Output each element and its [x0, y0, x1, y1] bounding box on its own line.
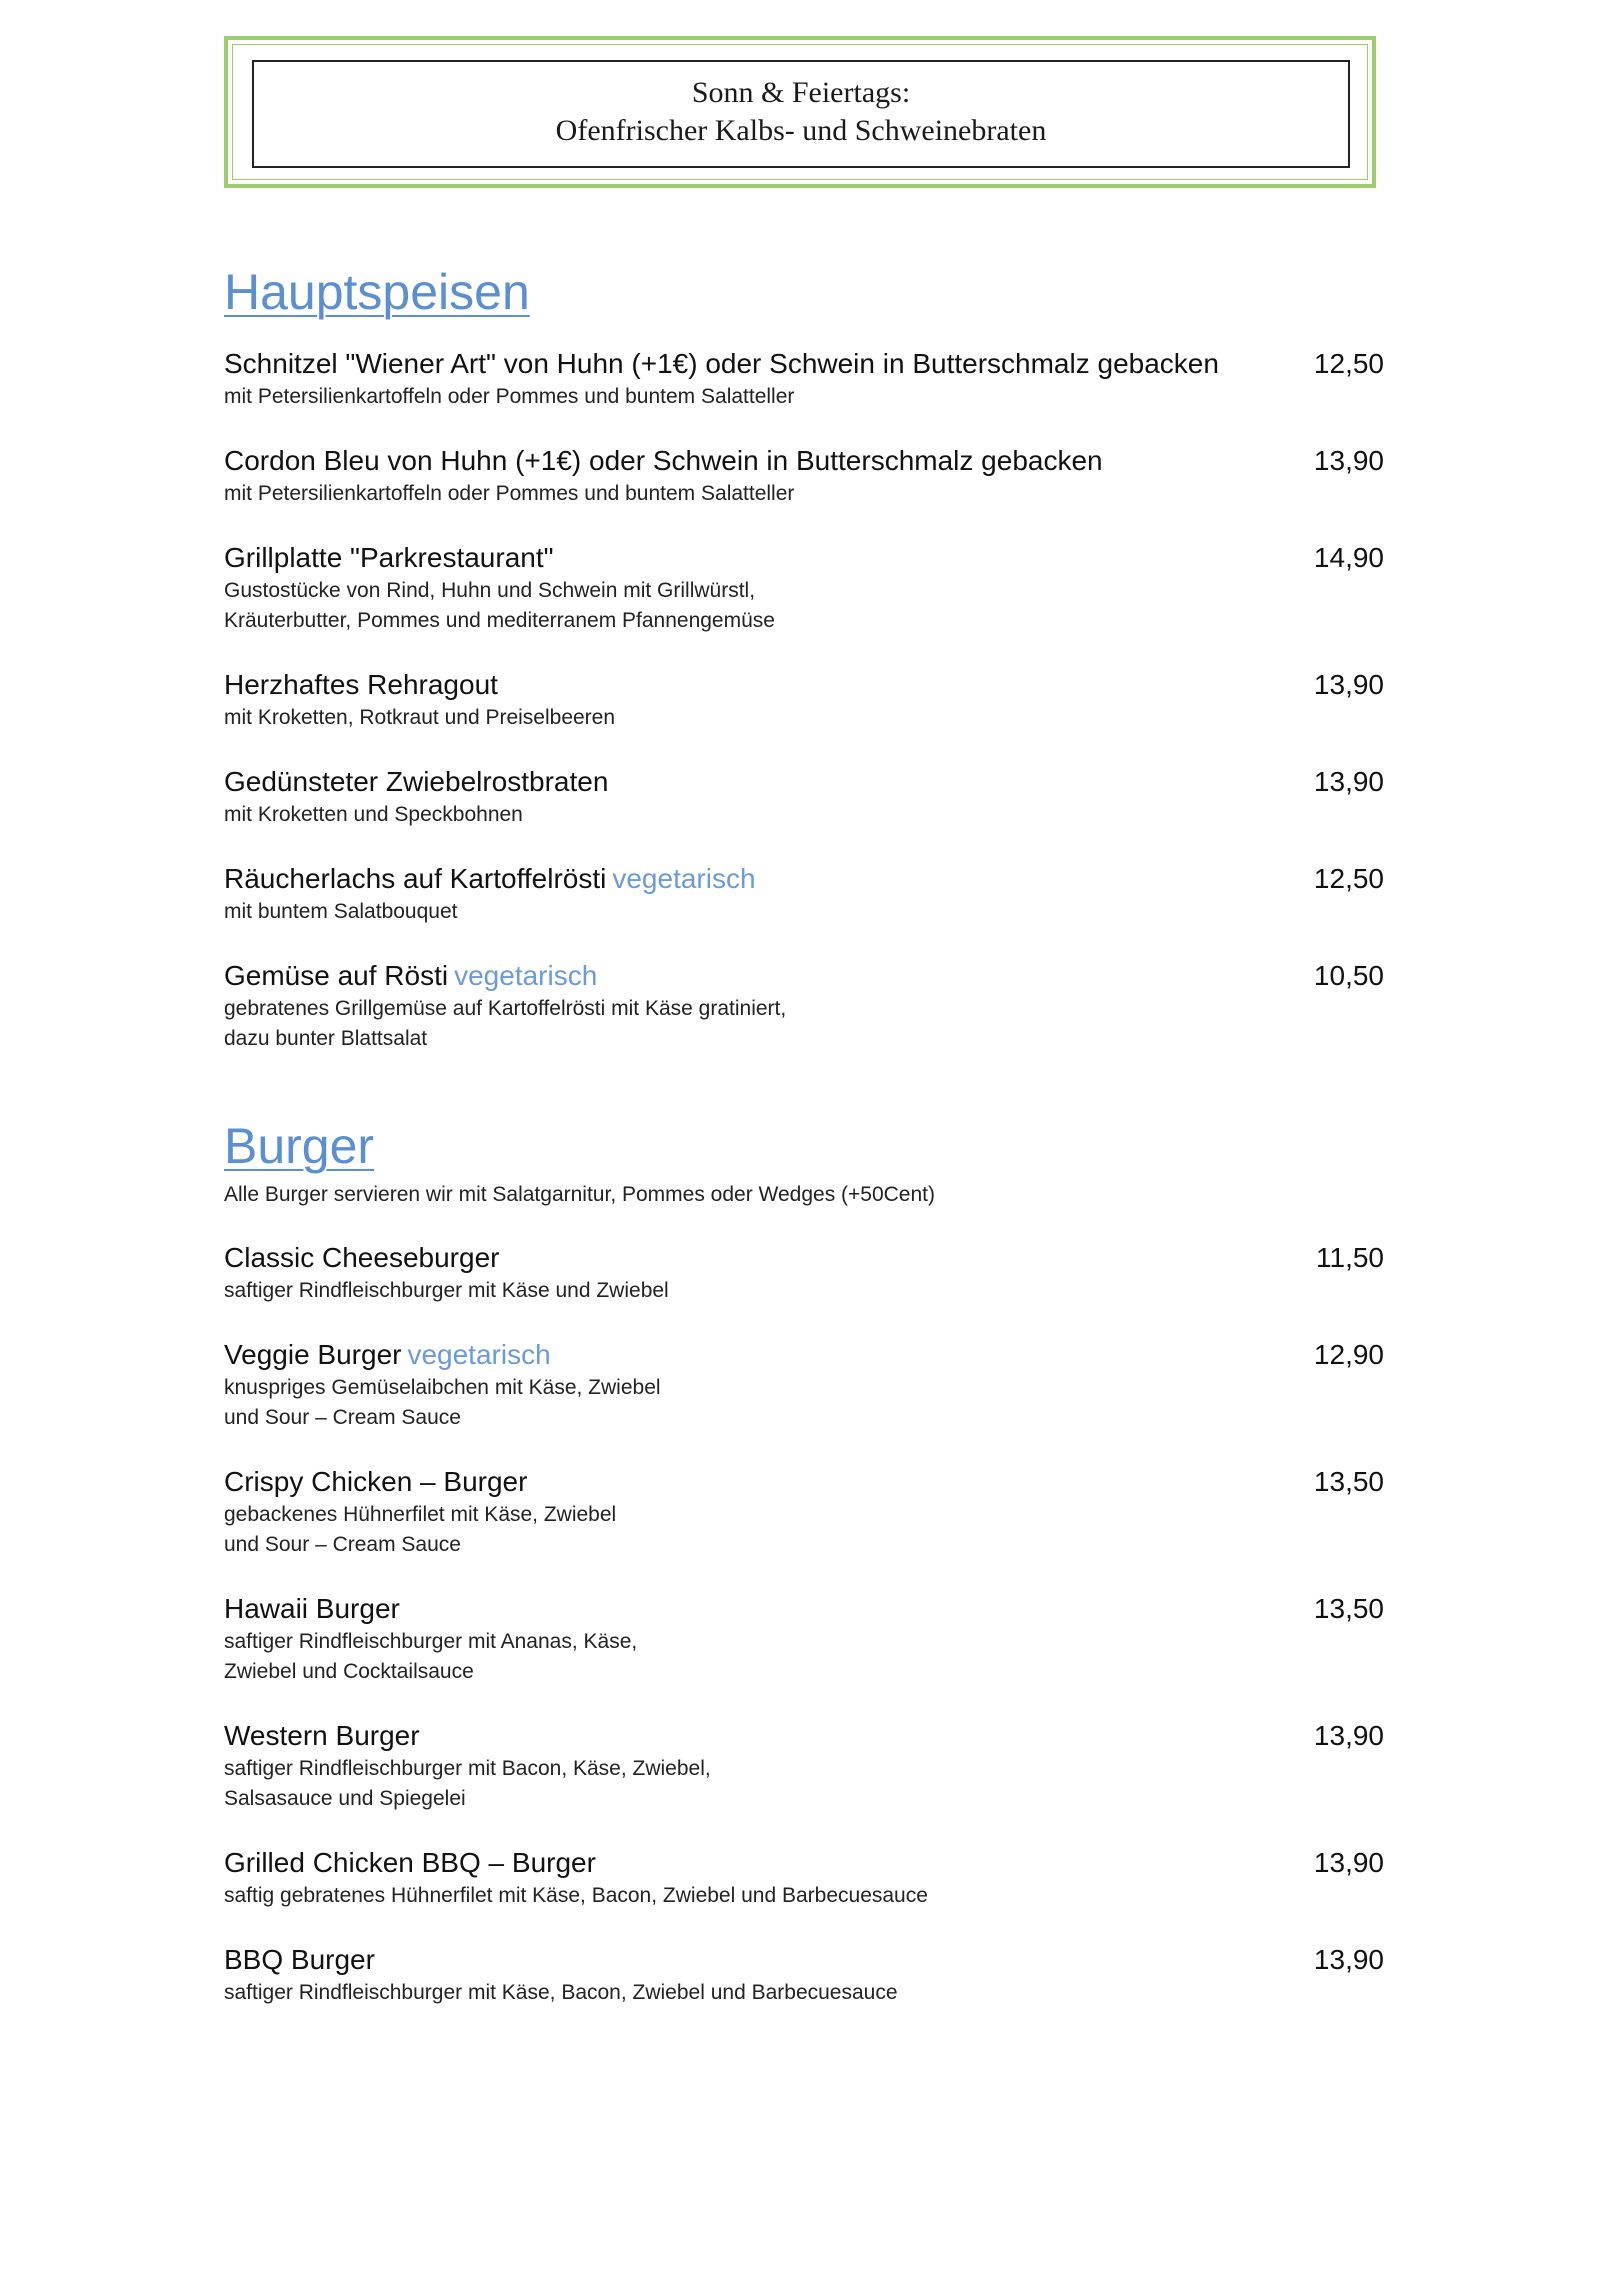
menu-item-name — [224, 861, 1384, 897]
menu-item-description: saftiger Rindfleischburger mit Käse, Bacon, Zwiebel und Barbecuesauce — [224, 1981, 898, 2004]
menu-item-description: Salsasauce und Spiegelei — [224, 1787, 466, 1810]
menu-item — [224, 1464, 1384, 1560]
menu-item — [224, 1591, 1384, 1687]
banner-line-1: Sonn & Feiertags: — [691, 76, 911, 109]
menu-item-title: Gemüse auf Rösti — [224, 960, 449, 991]
menu-item-name — [224, 1240, 1384, 1276]
menu-item-description: mit Kroketten, Rotkraut und Preiselbeeren — [224, 706, 616, 729]
menu-item-title: Schnitzel "Wiener Art" von Huhn (+1€) oder Schwein in Butterschmalz gebacken — [224, 348, 1219, 379]
menu-item-price: 13,90 — [1313, 1720, 1384, 1751]
menu-item — [224, 1942, 1384, 2008]
menu-item-name — [224, 1464, 1384, 1500]
menu-item-description: und Sour – Cream Sauce — [224, 1533, 461, 1556]
menu-item-description: saftiger Rindfleischburger mit Ananas, Käse, — [224, 1630, 638, 1653]
menu-item-price: 14,90 — [1313, 542, 1384, 573]
section-hauptspeisen — [224, 264, 1384, 1054]
section-title-hauptspeisen: Hauptspeisen — [224, 264, 530, 320]
menu-item-description: mit Petersilienkartoffeln oder Pommes und buntem Salatteller — [224, 385, 795, 408]
menu-item-name — [224, 1591, 1384, 1627]
banner-line-2: Ofenfrischer Kalbs- und Schweinebraten — [555, 114, 1047, 147]
burger-intro: Alle Burger servieren wir mit Salatgarnitur, Pommes oder Wedges (+50Cent) — [224, 1183, 935, 1206]
section-burger — [224, 1118, 1384, 2008]
menu-item-title: Western Burger — [224, 1720, 420, 1751]
menu-item-title: Grilled Chicken BBQ – Burger — [224, 1847, 596, 1878]
menu-item-title: Gedünsteter Zwiebelrostbraten — [224, 766, 609, 797]
menu-item-price: 12,50 — [1313, 348, 1384, 379]
menu-item-description: gebratenes Grillgemüse auf Kartoffelrösti mit Käse gratiniert, — [224, 997, 787, 1020]
menu-item-name — [224, 1942, 1384, 1978]
menu-item-description: knuspriges Gemüselaibchen mit Käse, Zwiebel — [224, 1376, 661, 1399]
menu-item-price: 13,50 — [1313, 1593, 1384, 1624]
menu-item-description: Kräuterbutter, Pommes und mediterranem Pfannengemüse — [224, 609, 775, 632]
menu-item-description: Zwiebel und Cocktailsauce — [224, 1660, 474, 1683]
menu-item-name — [224, 667, 1384, 703]
menu-item-price: 13,50 — [1313, 1466, 1384, 1497]
menu-item — [224, 667, 1384, 733]
menu-item-price: 13,90 — [1313, 445, 1384, 476]
menu-item-price: 12,50 — [1313, 863, 1384, 894]
menu-item-description: gebackenes Hühnerfilet mit Käse, Zwiebel — [224, 1503, 617, 1526]
menu-item — [224, 764, 1384, 830]
menu-item — [224, 1337, 1384, 1433]
menu-item-title: BBQ Burger — [224, 1944, 375, 1975]
menu-item-price: 10,50 — [1313, 960, 1384, 991]
menu-item-name — [224, 443, 1384, 479]
banner-box — [252, 60, 1350, 168]
menu-item-description: saftig gebratenes Hühnerfilet mit Käse, Bacon, Zwiebel und Barbecuesauce — [224, 1884, 928, 1907]
menu-item-title: Grillplatte "Parkrestaurant" — [224, 542, 554, 573]
banner-frame — [224, 36, 1376, 188]
menu-item-price: 11,50 — [1316, 1242, 1384, 1273]
menu-item-description: mit Petersilienkartoffeln oder Pommes und buntem Salatteller — [224, 482, 795, 505]
menu-item-title: Crispy Chicken – Burger — [224, 1466, 528, 1497]
hauptspeisen-list — [224, 346, 1384, 1054]
menu-item-title: Veggie Burger — [224, 1339, 402, 1370]
menu-item-name — [224, 1718, 1384, 1754]
menu-item-name — [224, 346, 1384, 382]
menu-item-name — [224, 1845, 1384, 1881]
menu-item — [224, 346, 1384, 412]
menu-item — [224, 443, 1384, 509]
menu-item — [224, 1240, 1384, 1306]
vegetarian-tag: vegetarisch — [612, 863, 756, 894]
menu-item — [224, 1845, 1384, 1911]
menu-item — [224, 540, 1384, 636]
menu-item-description: saftiger Rindfleischburger mit Käse und Zwiebel — [224, 1279, 669, 1302]
menu-item-title: Cordon Bleu von Huhn (+1€) oder Schwein in Butterschmalz gebacken — [224, 445, 1103, 476]
menu-item-title: Räucherlachs auf Kartoffelrösti — [224, 863, 607, 894]
menu-item-price: 12,90 — [1313, 1339, 1384, 1370]
burger-list — [224, 1240, 1384, 2008]
menu-item-name — [224, 958, 1384, 994]
menu-item-name — [224, 764, 1384, 800]
menu-item — [224, 1718, 1384, 1814]
menu-item — [224, 958, 1384, 1054]
menu-item-title: Hawaii Burger — [224, 1593, 400, 1624]
menu-item-title: Classic Cheeseburger — [224, 1242, 500, 1273]
menu-item — [224, 861, 1384, 927]
menu-item-description: saftiger Rindfleischburger mit Bacon, Käse, Zwiebel, — [224, 1757, 711, 1780]
menu-item-name — [224, 1337, 1384, 1373]
menu-item-price: 13,90 — [1313, 1944, 1384, 1975]
menu-item-title: Herzhaftes Rehragout — [224, 669, 498, 700]
menu-item-description: und Sour – Cream Sauce — [224, 1406, 461, 1429]
menu-item-price: 13,90 — [1313, 1847, 1384, 1878]
menu-item-description: dazu bunter Blattsalat — [224, 1027, 428, 1050]
vegetarian-tag: vegetarisch — [407, 1339, 551, 1370]
menu-item-name — [224, 540, 1384, 576]
menu-item-price: 13,90 — [1313, 669, 1384, 700]
vegetarian-tag: vegetarisch — [454, 960, 598, 991]
menu-item-price: 13,90 — [1313, 766, 1384, 797]
section-title-burger: Burger — [224, 1118, 375, 1174]
menu-item-description: mit buntem Salatbouquet — [224, 900, 458, 923]
menu-item-description: mit Kroketten und Speckbohnen — [224, 803, 523, 826]
menu-item-description: Gustostücke von Rind, Huhn und Schwein mit Grillwürstl, — [224, 579, 756, 602]
